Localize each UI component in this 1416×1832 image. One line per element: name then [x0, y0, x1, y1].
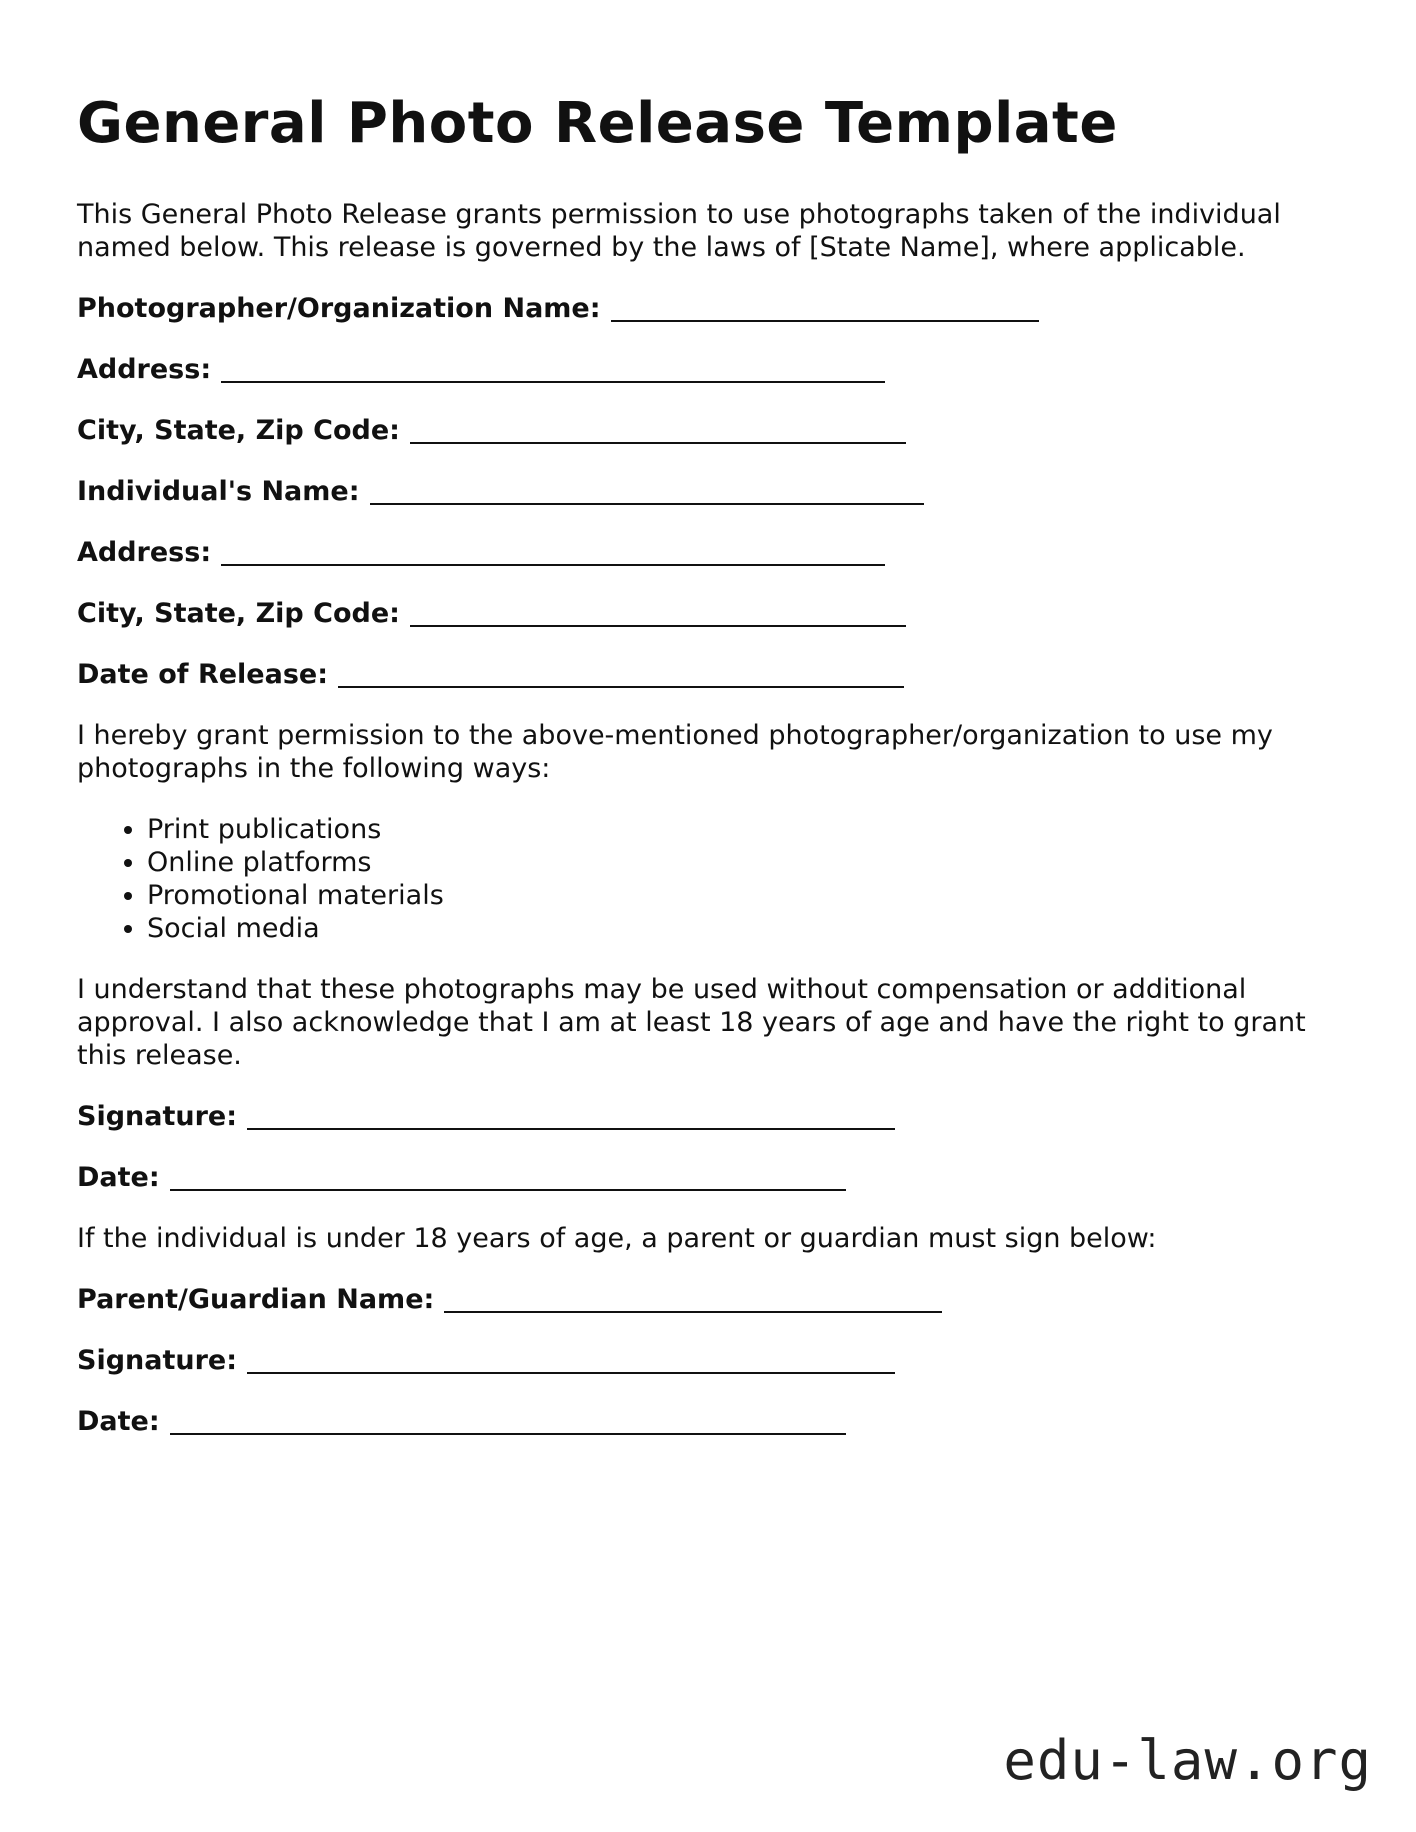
site-watermark: edu-law.org	[1003, 1729, 1372, 1792]
photographer-city-state-zip-blank[interactable]	[410, 420, 906, 444]
signature-date-blank[interactable]	[170, 1167, 846, 1191]
field-label: Parent/Guardian Name:	[77, 1284, 435, 1316]
photographer-address-blank[interactable]	[221, 359, 885, 383]
field-label: Address:	[77, 537, 212, 569]
individual-city-state-zip-blank[interactable]	[410, 603, 906, 627]
grant-line: photographs in the following ways:	[77, 753, 551, 785]
guardian-date-blank[interactable]	[170, 1411, 846, 1435]
field-label: Signature:	[77, 1101, 238, 1133]
uses-list	[77, 813, 1347, 945]
field-label: Date:	[77, 1406, 160, 1438]
field-label: Date:	[77, 1162, 160, 1194]
photographer-city-state-zip-field	[77, 414, 1347, 447]
photographer-name-field	[77, 292, 1347, 325]
grant-paragraph	[77, 719, 1347, 785]
guardian-date-field	[77, 1405, 1347, 1438]
ack-line: this release.	[77, 1040, 242, 1072]
guardian-signature-field	[77, 1344, 1347, 1377]
signature-date-field	[77, 1161, 1347, 1194]
document-page	[77, 92, 1347, 1466]
field-label: Address:	[77, 354, 212, 386]
guardian-name-blank[interactable]	[444, 1289, 942, 1313]
release-date-field	[77, 658, 1347, 691]
individual-city-state-zip-field	[77, 597, 1347, 630]
intro-paragraph	[77, 198, 1347, 264]
ack-line: approval. I also acknowledge that I am at least 18 years of age and have the right to grant	[77, 1007, 1306, 1039]
individual-name-blank[interactable]	[370, 481, 924, 505]
field-label: Date of Release:	[77, 659, 329, 691]
grant-line: I hereby grant permission to the above-mentioned photographer/organization to use my	[77, 720, 1273, 752]
signature-blank[interactable]	[247, 1106, 895, 1130]
photographer-address-field	[77, 353, 1347, 386]
list-item: • Print publications	[147, 813, 1347, 846]
list-item: • Online platforms	[147, 846, 1347, 879]
field-label: City, State, Zip Code:	[77, 598, 400, 630]
field-label: City, State, Zip Code:	[77, 415, 400, 447]
intro-line: This General Photo Release grants permission to use photographs taken of the individual	[77, 199, 1281, 231]
page-title: General Photo Release Template	[77, 91, 1118, 156]
field-label: Signature:	[77, 1345, 238, 1377]
intro-line: named below. This release is governed by the laws of [State Name], where applicable.	[77, 232, 1246, 264]
ack-line: I understand that these photographs may be used without compensation or additional	[77, 974, 1247, 1006]
signature-field	[77, 1100, 1347, 1133]
individual-name-field	[77, 475, 1347, 508]
field-label: Photographer/Organization Name:	[77, 293, 601, 325]
release-date-blank[interactable]	[338, 664, 904, 688]
individual-address-blank[interactable]	[221, 542, 885, 566]
list-item: • Promotional materials	[147, 879, 1347, 912]
guardian-signature-blank[interactable]	[247, 1350, 895, 1374]
field-label: Individual's Name:	[77, 476, 360, 508]
photographer-name-blank[interactable]	[611, 298, 1039, 322]
minor-note: If the individual is under 18 years of age, a parent or guardian must sign below:	[77, 1223, 1157, 1255]
list-item: • Social media	[147, 912, 1347, 945]
guardian-name-field	[77, 1283, 1347, 1316]
individual-address-field	[77, 536, 1347, 569]
acknowledgement-paragraph	[77, 973, 1347, 1072]
